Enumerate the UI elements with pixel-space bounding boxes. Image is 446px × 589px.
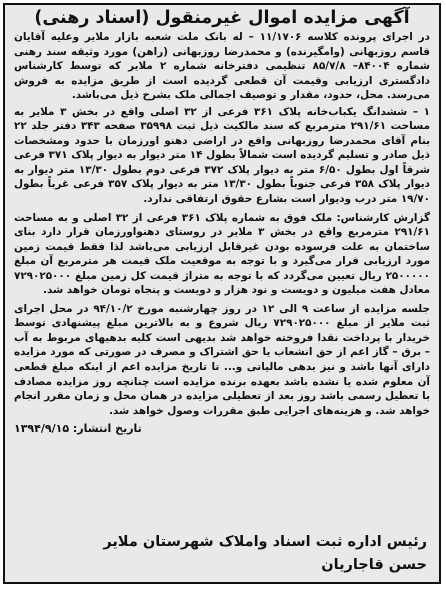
notice-body [5, 30, 439, 437]
publish-date: تاریخ انتشار: ۱۳۹۴/۹/۱۵ [14, 422, 142, 436]
signature-name: حسن قاجاریان [321, 557, 427, 573]
property-description-paragraph: ۱ – ششدانگ یکباب‌خانه پلاک ۳۶۱ فرعی از ۳۲ اصلی واقع در بخش ۳ ملایر به مساحت ۲۹۱/۶۱ مترمربع که سند مالکیت ذیل ثبت ۳۵۹۹۸ صفحه ۳۴۳ دفتر جلد ۲۲ بنام آقای محمدرضا روزبهانی واقع در اراضی دهنو اورزمان با حدود ومشخصات ذیل صادر و تسلیم گردیده است شمالاً بطول ۱۴ متر دیوار به دیوار پلاک ۳۷۱ فرعی شرقاً اول بطول ۶/۵۰ متر به دیوار پلاک ۳۷۲ فرعی دوم بطول ۱۳/۳۰ متر دیوار به دیوار پلاک ۳۵۸ فرعی جنوباً بطول ۱۳/۳۰ متر به دیوار پلاک ۳۵۷ فرعی غرباً بطول ۱۹/۷۰ متر درب ودیوار است بشارع حقوق ارتفاقی ندارد. [14, 105, 431, 206]
expert-report-paragraph: گزارش کارشناس: ملک فوق به شماره پلاک ۳۶۱ فرعی از ۳۲ اصلی و به مساحت ۲۹۱/۶۱ مترمربع واقع در بخش ۳ ملایر در روستای دهنواورزمان قرار دارد بنای ساختمان به علت فرسوده بودن غیرقابل ارزیابی می‌باشد لذا فقط قیمت زمین مورد ارزیابی قرار می‌گیرد و با توجه به موقعیت ملک قیمت هر مترمربع آن مبلغ ۲۵۰۰۰۰۰ ریال تعیین می‌گردد که با توجه به متراژ قیمت کل زمین مبلغ ۷۲۹۰۲۵۰۰۰ معادل هفت میلیون و دویست و نود هزار و دویست و پنجاه تومان خواهد شد. [14, 211, 430, 297]
auction-session-paragraph: جلسه مزایده از ساعت ۹ الی ۱۲ در روز چهارشنبه مورخ ۹۴/۱۰/۲ در محل اجرای ثبت ملایر از مبلغ ۷۲۹۰۲۵۰۰۰ ریال شروع و به بالاترین مبلغ پیشنهادی توسط خریدار با پرداخت نقدا فروخته خواهد شد بدیهی است کلیه بدهیهای مربوط به آب – برق – گاز اعم از حق انشعاب یا حق اشتراک و مصرف در صورتی که مورد مزایده دارای آنها باشد و نیز بدهی مالیاتی و... تا تاریخ مزایده اعم از اینکه مبلغ قطعی آن معلوم شده یا نشده باشد بعهده برنده مزایده است چنانچه روز مزایده مصادف با تعطیل رسمی باشد روز بعد از تعطیلی مزایده در همان محل و زمان مقرر انجام خواهد شد. و هزینه‌های اجرایی طبق مقررات وصول خواهد شد. [14, 302, 430, 417]
intro-paragraph: در اجرای پرونده کلاسه ۱۱/۱۷۰۶ – له بانک ملت شعبه بازار ملایر وعلیه آقایان قاسم روزبهانی (وامگیرنده) و محمدرضا روزبهانی (راهن) مورد وثیقه سند رهنی شماره ۸۴۰۰۴– ۸۵/۷/۸ تنظیمی دفترخانه شماره ۲ ملایر که توسط کارشناس دادگستری ارزیابی وقیمت آن قطعی گردیده است از طریق مزایده به فروش می‌رسد. محل، حدود، مقدار و توصیف اجمالی ملک بشرح ذیل می‌باشد. [14, 31, 431, 102]
signature-office: رئیس اداره ثبت اسناد واملاک شهرستان ملایر [103, 534, 427, 550]
signature-block [103, 530, 427, 576]
notice-title: آگهی مزایده اموال غیرمنقول (اسناد رهنی) [34, 8, 410, 28]
auction-notice [3, 3, 441, 584]
